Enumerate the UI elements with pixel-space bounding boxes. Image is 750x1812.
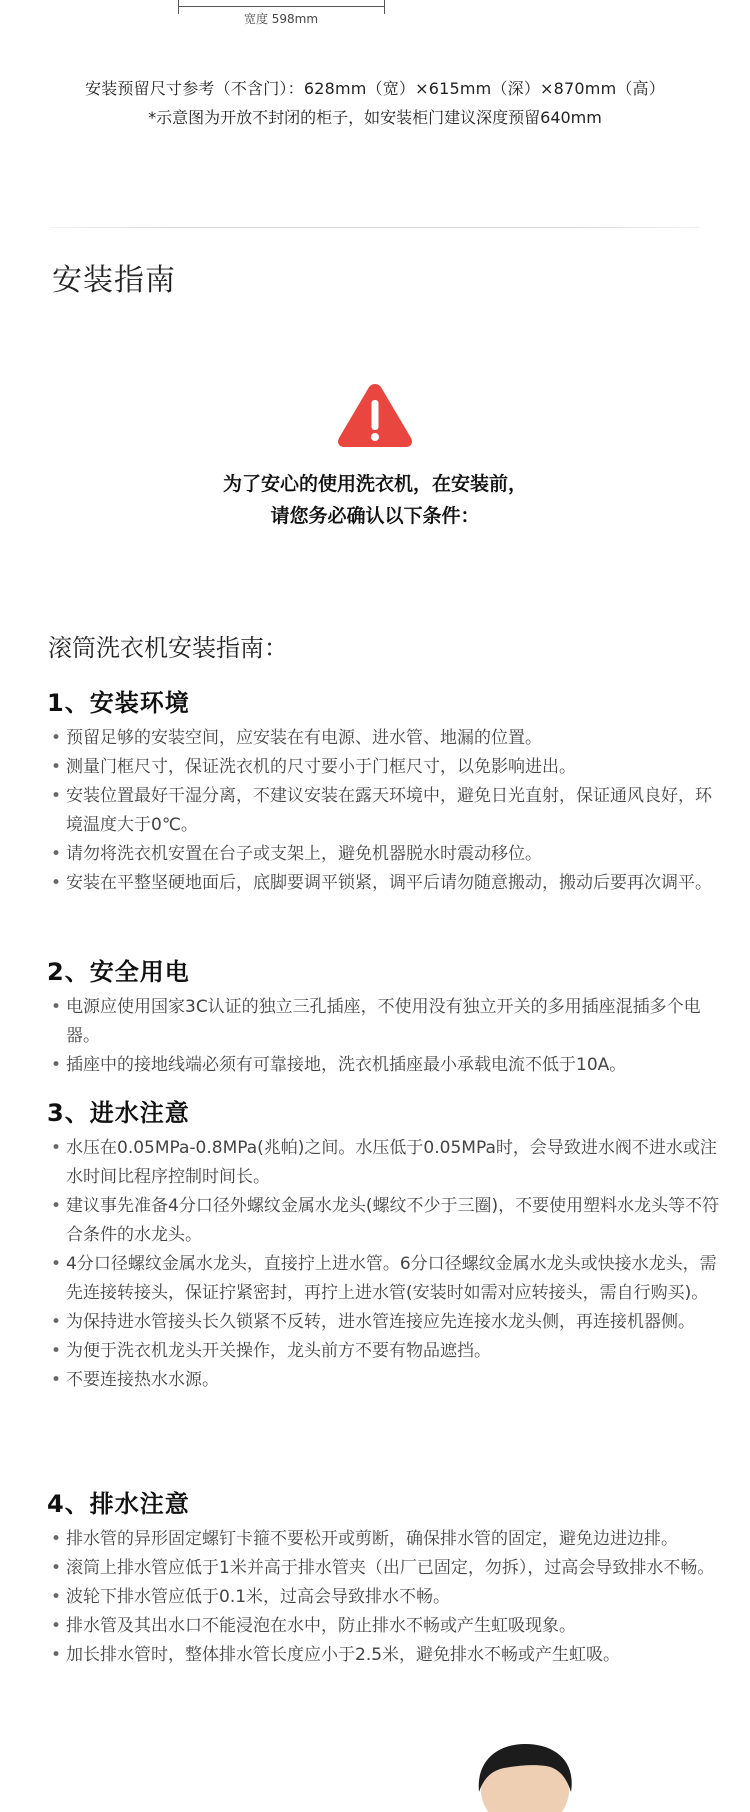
list-item: • 滚筒上排水管应低于1米并高于排水管夹（出厂已固定，勿拆），过高会导致排水不畅。 [47, 1554, 727, 1583]
install-reserve-note: *示意图为开放不封闭的柜子，如安装柜门建议深度预留640mm [148, 108, 602, 127]
warning-triangle-icon [336, 380, 414, 450]
section-divider [50, 227, 700, 228]
list-item: • 电源应使用国家3C认证的独立三孔插座，不使用没有独立开关的多用插座混插多个电器。 [47, 993, 727, 1051]
list-item: • 水压在0.05MPa-0.8MPa(兆帕)之间。水压低于0.05MPa时，会导致进水阀不进水或注水时间比程序控制时间长。 [47, 1134, 727, 1192]
section-heading: 1、安装环境 [47, 689, 190, 717]
list-item: • 排水管的异形固定螺钉卡箍不要松开或剪断，确保排水管的固定，避免边进边排。 [47, 1525, 727, 1554]
warning-line-1: 为了安心的使用洗衣机，在安装前， [222, 473, 527, 495]
width-label: 宽度 598mm [243, 12, 319, 26]
section-heading: 2、安全用电 [47, 958, 190, 986]
dimension-tick-right [384, 0, 385, 14]
list-item: • 加长排水管时，整体排水管长度应小于2.5米，避免排水不畅或产生虹吸。 [47, 1641, 727, 1670]
bullet-list [47, 724, 727, 898]
dimension-line [178, 6, 384, 7]
list-item: • 排水管及其出水口不能浸泡在水中，防止排水不畅或产生虹吸现象。 [47, 1612, 727, 1641]
bullet-list [47, 1134, 727, 1395]
warning-message [0, 468, 750, 532]
list-item: • 请勿将洗衣机安置在台子或支架上，避免机器脱水时震动移位。 [47, 840, 727, 869]
page-title: 安装指南 [52, 263, 176, 298]
list-item: • 为便于洗衣机龙头开关操作，龙头前方不要有物品遮挡。 [47, 1337, 727, 1366]
section-drainage [47, 1487, 727, 1670]
section-environment [47, 686, 727, 898]
section-heading: 3、进水注意 [47, 1099, 190, 1127]
list-item: • 4分口径螺纹金属水龙头，直接拧上进水管。6分口径螺纹金属水龙头或快接水龙头，需先连接转接头，保证拧紧密封，再拧上进水管(安装时如需对应转接头，需自行购买)。 [47, 1250, 727, 1308]
list-item: • 安装在平整坚硬地面后，底脚要调平锁紧，调平后请勿随意搬动，搬动后要再次调平。 [47, 869, 727, 898]
list-item: • 测量门框尺寸，保证洗衣机的尺寸要小于门框尺寸，以免影响进出。 [47, 753, 727, 782]
list-item: • 为保持进水管接头长久锁紧不反转，进水管连接应先连接水龙头侧，再连接机器侧。 [47, 1308, 727, 1337]
list-item: • 波轮下排水管应低于0.1米，过高会导致排水不畅。 [47, 1583, 727, 1612]
list-item: • 预留足够的安装空间，应安装在有电源、进水管、地漏的位置。 [47, 724, 727, 753]
list-item: • 不要连接热水水源。 [47, 1366, 727, 1395]
bullet-list [47, 993, 727, 1080]
section-electricity [47, 955, 727, 1080]
list-item: • 插座中的接地线端必须有可靠接地，洗衣机插座最小承载电流不低于10A。 [47, 1051, 727, 1080]
install-reserve-size: 安装预留尺寸参考（不含门）：628mm（宽）×615mm（深）×870mm（高） [85, 79, 665, 98]
person-photo [470, 1742, 580, 1812]
bullet-list [47, 1525, 727, 1670]
section-water-inlet [47, 1096, 727, 1395]
list-item: • 建议事先准备4分口径外螺纹金属水龙头(螺纹不少于三圈)，不要使用塑料水龙头等不符合条件的水龙头。 [47, 1192, 727, 1250]
warning-line-2: 请您务必确认以下条件： [270, 505, 480, 527]
guide-title: 滚筒洗衣机安装指南： [48, 634, 288, 662]
section-heading: 4、排水注意 [47, 1490, 190, 1518]
list-item: • 安装位置最好干湿分离，不建议安装在露天环境中，避免日光直射，保证通风良好，环境温度大于0℃。 [47, 782, 727, 840]
